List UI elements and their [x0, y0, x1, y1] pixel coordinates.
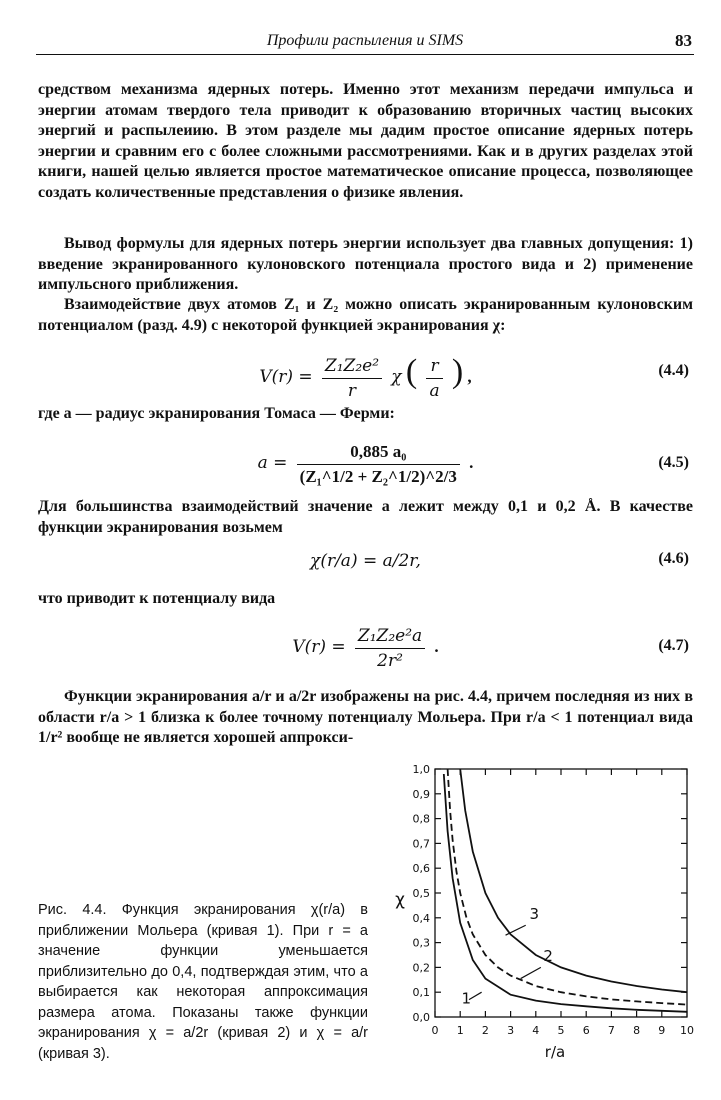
x-tick-label: 9 [658, 1024, 666, 1037]
x-tick-label: 10 [680, 1024, 694, 1037]
y-tick-label: 1,0 [412, 763, 430, 776]
running-title: Профили распыления и SIMS [266, 32, 464, 49]
eq44-numerator: Z₁Z₂e² [322, 355, 382, 379]
paragraph-3: Взаимодействие двух атомов Z₁ и Z₂ можно описать экранированным кулоновским потенциалом (разд. 4.9) с некоторой функцией экранирования χ: [38, 296, 693, 334]
page-number: 83 [675, 31, 692, 50]
paragraph-5: Для большинства взаимодействий значение a лежит между 0,1 и 0,2 Å. В качестве функции экранирования возьмем [38, 498, 693, 536]
curve-label-2: 2 [543, 947, 553, 966]
eq45-denominator: (Z₁^1/2 + Z₂^1/2)^2/3 [299, 466, 457, 486]
x-tick-label: 0 [431, 1024, 439, 1037]
equation-4-5 [38, 436, 693, 490]
y-tick-label: 0,0 [412, 1011, 430, 1024]
curve-label-3-pointer [506, 925, 526, 935]
eq47-numerator: Z₁Z₂e²a [355, 625, 425, 649]
page-header [36, 30, 694, 55]
x-tick-label: 3 [507, 1024, 515, 1037]
figure-caption: Рис. 4.4. Функция экранирования χ(r/a) в приближении Мольера (кривая 1). При r = a значение функции уменьшается приблизительно до 0,4, подтверждая этим, что a выбирается как некоторая аппроксимация размера атома. Показаны также функции экранирования χ = a/2r (кривая 2) и χ = a/r (кривая 3). [38, 902, 368, 1062]
eq44-number: (4.4) [658, 362, 689, 379]
y-tick-label: 0,2 [412, 961, 430, 975]
x-tick-label: 7 [607, 1024, 615, 1037]
eq44-denominator: r [347, 380, 357, 401]
eq44-right-paren: ) [451, 353, 464, 390]
equation-4-7 [38, 620, 693, 674]
figure-4-4-chart [380, 752, 700, 1064]
x-tick-label: 6 [582, 1024, 590, 1037]
eq44-arg-numerator: r [426, 355, 442, 379]
curve-label-2-pointer [521, 967, 541, 978]
eq45-lhs: a = [257, 453, 288, 473]
y-tick-label: 0,8 [412, 812, 430, 826]
paragraph-6: что приводит к потенциалу вида [38, 590, 276, 607]
eq44-tail: , [467, 367, 472, 386]
eq47-fraction [355, 625, 425, 672]
x-axis-label: r/a [544, 1043, 566, 1061]
x-tick-label: 5 [557, 1024, 565, 1037]
paragraph-4: где a — радиус экранирования Томаса — Ферми: [38, 405, 395, 422]
eq44-chi: χ [391, 367, 402, 387]
equation-4-4 [38, 344, 693, 400]
y-tick-label: 0,1 [412, 986, 430, 1000]
series-1-curve [444, 774, 687, 1012]
paragraph-1: средством механизма ядерных потерь. Именно этот механизм передачи импульса и энергии атомам твердого тела приводит к образованию вторичных частиц высоких энергий и распылеиию. В этом разделе мы дадим простое описание ядерных потерь энергии и сравним его с более сложными рассмотрениями. Как и в других разделах этой книги, нашей целью является простое математическое описание процесса, позволяющее создать количественные представления о физике явления. [38, 81, 693, 201]
y-tick-label: 0,7 [412, 837, 430, 851]
y-tick-label: 0,3 [412, 936, 430, 950]
x-tick-label: 2 [481, 1024, 489, 1037]
eq47-tail: . [434, 637, 439, 656]
eq44-argument [426, 355, 442, 402]
x-tick-label: 8 [633, 1024, 641, 1037]
eq47-number: (4.7) [658, 637, 689, 654]
curve-label-3: 3 [529, 905, 540, 924]
eq44-arg-denominator: a [429, 380, 440, 401]
plot-frame [435, 769, 687, 1017]
eq47-denominator: 2r² [377, 650, 403, 671]
eq46-number: (4.6) [658, 550, 689, 567]
y-tick-label: 0,6 [412, 862, 430, 876]
y-tick-label: 0,9 [412, 787, 430, 801]
eq45-fraction [297, 441, 460, 488]
eq45-numerator: 0,885 a₀ [297, 441, 460, 465]
eq47-lhs: V(r) = [292, 637, 346, 657]
eq44-fraction [322, 355, 382, 402]
eq44-left-paren: ( [405, 353, 418, 390]
eq45-number: (4.5) [658, 454, 689, 471]
eq46-text: χ(r/a) = a/2r, [310, 551, 421, 571]
curve-label-1: 1 [461, 989, 472, 1008]
paragraph-7: Функции экранирования a/r и a/2r изображены на рис. 4.4, причем последняя из них в области r/a > 1 близка к более точному потенциалу Мольера. При r/a < 1 потенциал вида 1/r² вообще не является хорошей аппрокси- [38, 688, 693, 747]
paragraph-2: Вывод формулы для ядерных потерь энергии использует два главных допущения: 1) введение экранированного кулоновского потенциала простого вида и 2) применение импульсного приближения. [38, 235, 693, 294]
y-axis-label: χ [395, 890, 405, 910]
eq45-tail: . [469, 453, 474, 472]
equation-4-6 [38, 549, 693, 573]
y-tick-label: 0,5 [412, 887, 430, 900]
x-tick-label: 1 [456, 1024, 464, 1037]
y-tick-label: 0,4 [412, 911, 430, 925]
eq44-lhs: V(r) = [259, 367, 313, 387]
x-tick-label: 4 [532, 1024, 540, 1037]
series-3-curve [460, 769, 687, 992]
